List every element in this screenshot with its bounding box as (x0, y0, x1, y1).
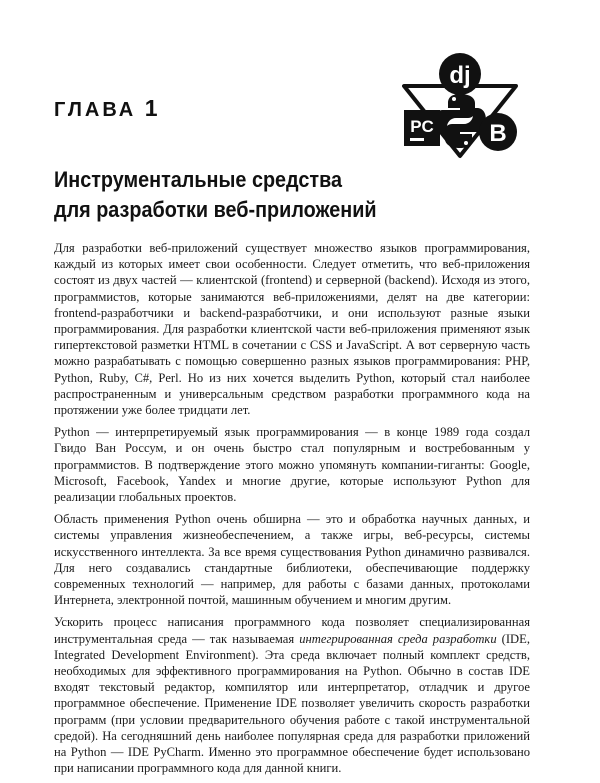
paragraph-1: Для разработки веб-приложений существует множество языков программирования, каждый из которых имеет свои особенности. Следует отметить, что веб-приложения состоят из двух частей — клиентской (frontend) и серверной (backend). Исходя из этого, программистов, которые занимаются веб-приложениями, делят на две категории: frontend-разработчики и backend-разработчики, и они используют разные языки программирования. Для разработки клиентской части веб-приложения применяют язык гипертекстовой разметки HTML в сочетании с CSS и JavaScript. А вот серверную часть можно разрабатывать с помощью совершенно разных языков программирования: PHP, Python, Ruby, C#, Perl. Но из них хочется выделить Python, который стал наиболее распространенным и универсальным средством разработки программного кода на протяжении уже более тридцати лет. (54, 241, 530, 418)
chapter-title (54, 165, 476, 225)
chapter-label (54, 95, 158, 122)
body-text (54, 240, 530, 783)
paragraph-4 (54, 614, 530, 776)
chapter-number: 1 (144, 95, 158, 121)
chapter-word: ГЛАВА (54, 99, 137, 121)
chapter-logo-icon (402, 52, 518, 160)
paragraph-4-start: Ускорить процесс написания программного кода позволяет специализированная инструментальная среда — так называемая (54, 615, 530, 646)
django-badge-text: dj (449, 62, 471, 89)
bootstrap-badge-text: B (489, 120, 507, 147)
chapter-title-line-2: для разработки веб-приложений (54, 197, 377, 222)
pycharm-badge-text: PC (410, 117, 434, 136)
paragraph-2: Python — интерпретируемый язык программирования — в конце 1989 года создал Гвидо Ван Россум, и он очень быстро стал популярным и востребованным у программистов. В подтверждение этого можно упомянуть компании-гиганты: Google, Microsoft, Facebook, Yandex и многие другие, которые используют Python для реализации глобальных проектов. (54, 425, 530, 505)
paragraph-4-end: (IDE, Integrated Development Environment). Эта среда включает полный комплект средств, необходимых для эффективного программирования на Python. Обычно в состав IDE входят текстовый редактор, компилятор или интерпретатор, отладчик и другое программное обеспечение. Применение IDE позволяет увеличить скорость разработки программ (при условии предварительного обучения работе с такой инструментальной средой). На сегодняшний день наиболее популярная среда для разработки приложений на Python — IDE PyCharm. Именно это программное обеспечение будет использовано при написании программного кода для данной книги. (54, 631, 530, 776)
ide-term: интегрированная среда разработки (299, 631, 497, 646)
paragraph-3: Область применения Python очень обширна — это и обработка научных данных, и системы управления жизнеобеспечением, а также игры, веб-ресурсы, системы искусственного интеллекта. За все время существования Python динамично развивался. Для него создавались стандартные библиотеки, обеспечивающие поддержку современных технологий — например, для работы с базами данных, протоколами Интернета, электронной почтой, машинным обучением и многим другим. (54, 512, 530, 608)
chapter-title-line-1: Инструментальные средства (54, 167, 343, 192)
